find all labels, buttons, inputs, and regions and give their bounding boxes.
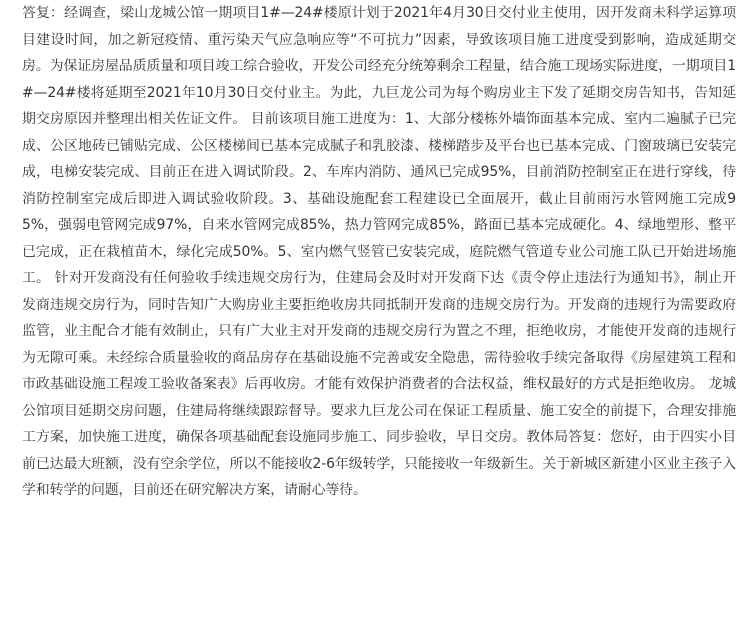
reply-paragraph: 答复：经调查，梁山龙城公馆一期项目1#—24#楼原计划于2021年4月30日交付业主使用，因开发商未科学运算项目建设时间，加之新冠疫情、重污染天气应急响应等“不可抗力”因素，导致该项目施工进度受到影响，造成延期交房。为保证房屋品质质量和项目竣工综合验收，开发公司经充分统筹剩余工程量，结合施工现场实际进度，一期项目1#—24#楼将延期至2021年10月30日交付业主。为此，九巨龙公司为每个购房业主下发了延期交房告知书，告知延期交房原因并整理出相关佐证文件。 目前该项目施工进度为：1、大部分楼栋外墙饰面基本完成、室内二遍腻子已完成、公区地砖已铺贴完成、公区楼梯间已基本完成腻子和乳胶漆、楼梯踏步及平台也已基本完成、门窗玻璃已安装完成，电梯安装完成、目前正在进入调试阶段。2、车库内消防、通风已完成95%，目前消防控制室正在进行穿线，待消防控制室完成后即进入调试验收阶段。3、基础设施配套工程建设已全面展开，截止目前雨污水管网施工完成95%，强弱电管网完成97%，自来水管网完成85%，热力管网完成85%，路面已基本完成硬化。4、绿地塑形、整平已完成，正在栽植苗木，绿化完成50%。5、室内燃气竖管已安装完成，庭院燃气管道专业公司施工队已开始进场施工。 针对开发商没有任何验收手续违规交房行为，住建局会及时对开发商下达《责令停止违法行为通知书》，制止开发商违规交房行为，同时告知广大购房业主要拒绝收房共同抵制开发商的违规交房行为。开发商的违规行为需要政府监管，业主配合才能有效制止，只有广大业主对开发商的违规交房行为置之不理，拒绝收房，才能使开发商的违规行为无隙可乘。未经综合质量验收的商品房存在基础设施不完善或安全隐患，需待验收手续完备取得《房屋建筑工程和市政基础设施工程竣工验收备案表》后再收房。才能有效保护消费者的合法权益，维权最好的方式是拒绝收房。 龙城公馆项目延期交房问题，住建局将继续跟踪督导。要求九巨龙公司在保证工程质量、施工安全的前提下，合理安排施工方案，加快施工进度，确保各项基础配套设施同步施工、同步验收，早日交房。教体局答复：您好，由于四实小目前已达最大班额，没有空余学位，所以不能接收2-6年级转学，只能接收一年级新生。关于新城区新建小区业主孩子入学和转学的问题，目前还在研究解决方案，请耐心等待。 [22,5,736,498]
